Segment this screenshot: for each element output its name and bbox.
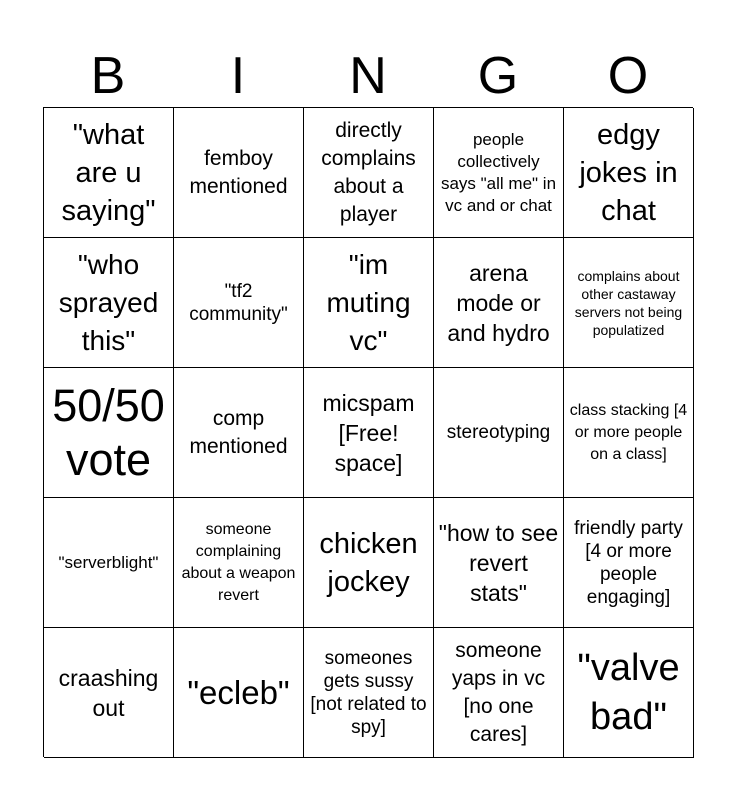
cell-text: "serverblight": [58, 552, 159, 572]
bingo-cell[interactable]: [44, 368, 174, 498]
bingo-cell[interactable]: [44, 238, 174, 368]
bingo-grid: [43, 107, 693, 757]
bingo-cell[interactable]: [174, 498, 304, 628]
bingo-cell[interactable]: [304, 238, 434, 368]
bingo-cell[interactable]: [174, 108, 304, 238]
cell-text: "im muting vc": [326, 248, 411, 356]
header-letter-b: B: [90, 47, 126, 105]
cell-text: someones gets sussy [not related to spy]: [310, 647, 427, 738]
cell-text: friendly party [4 or more people engaging]: [574, 517, 683, 608]
cell-text: stereotyping: [446, 422, 551, 443]
bingo-cell[interactable]: [44, 108, 174, 238]
bingo-header: [43, 44, 693, 108]
bingo-cell[interactable]: [304, 108, 434, 238]
bingo-cell[interactable]: [564, 498, 694, 628]
cell-text: femboy mentioned: [189, 146, 288, 198]
bingo-cell[interactable]: [434, 238, 564, 368]
cell-text: someone yaps in vc [no one cares]: [451, 638, 546, 746]
cell-text: "tf2 community": [189, 280, 288, 325]
cell-text: comp mentioned: [189, 406, 288, 458]
bingo-cell[interactable]: [304, 628, 434, 758]
bingo-cell[interactable]: [44, 628, 174, 758]
bingo-cell[interactable]: [304, 498, 434, 628]
bingo-cell[interactable]: [564, 108, 694, 238]
bingo-cell[interactable]: [44, 498, 174, 628]
cell-text: "how to see revert stats": [438, 519, 559, 606]
bingo-cell[interactable]: [304, 368, 434, 498]
bingo-cell[interactable]: [174, 628, 304, 758]
cell-text: "who sprayed this": [58, 248, 159, 356]
header-letter-g: G: [477, 47, 519, 105]
bingo-cell[interactable]: [434, 498, 564, 628]
bingo-cell[interactable]: [434, 368, 564, 498]
bingo-cell[interactable]: [564, 238, 694, 368]
header-letter-n: N: [349, 47, 387, 105]
bingo-cell[interactable]: [434, 108, 564, 238]
cell-text: directly complains about a player: [321, 118, 416, 226]
header-letter-i: I: [230, 47, 246, 105]
bingo-cell[interactable]: [174, 368, 304, 498]
cell-text: complains about other castaway servers not being populatized: [574, 267, 683, 338]
cell-text: edgy jokes in chat: [579, 118, 678, 227]
cell-text: micspam [Free! space]: [322, 389, 415, 476]
header-letter-o: O: [607, 47, 649, 105]
cell-text: "what are u saying": [61, 118, 156, 227]
bingo-cell[interactable]: [174, 238, 304, 368]
cell-text: someone complaining about a weapon revert: [181, 520, 296, 604]
cell-text: "valve bad": [577, 646, 680, 738]
cell-text: "ecleb": [187, 674, 290, 711]
bingo-cell[interactable]: [564, 628, 694, 758]
cell-text: class stacking [4 or more people on a class]: [569, 401, 688, 463]
bingo-cell[interactable]: [564, 368, 694, 498]
cell-text: craashing out: [58, 664, 159, 721]
cell-text: chicken jockey: [319, 527, 418, 598]
cell-text: 50/50 vote: [52, 379, 165, 485]
cell-text: arena mode or and hydro: [447, 259, 550, 346]
cell-text: people collectively says "all me" in vc and or chat: [440, 129, 557, 215]
bingo-cell[interactable]: [434, 628, 564, 758]
